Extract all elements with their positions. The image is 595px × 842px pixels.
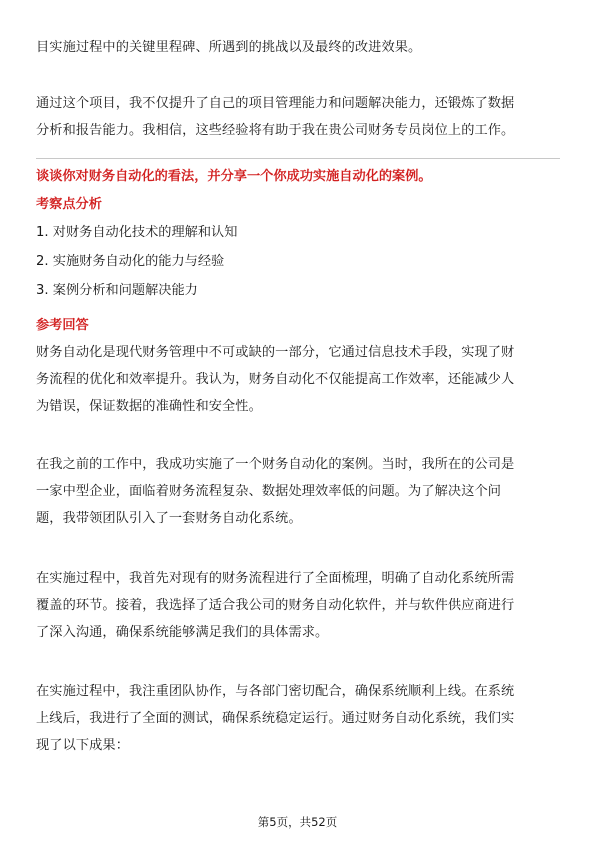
intro-paragraph: [36, 34, 564, 61]
interview-question: 谈谈你对财务自动化的看法，并分享一个你成功实施自动化的案例。: [36, 169, 432, 184]
answer-paragraph-4: [36, 678, 564, 759]
paragraph-line: 覆盖的环节。接着，我选择了适合我公司的财务自动化软件，并与软件供应商进行: [36, 598, 515, 613]
paragraph-line: 在我之前的工作中，我成功实施了一个财务自动化的案例。当时，我所在的公司是: [36, 457, 515, 472]
page-number: 第5页，共52页: [257, 815, 338, 829]
paragraph-line: 一家中型企业，面临着财务流程复杂、数据处理效率低的问题。为了解决这个问: [36, 484, 502, 499]
answer-paragraph-1: [36, 339, 564, 420]
analysis-heading: 考察点分析: [36, 197, 102, 212]
analysis-item: 3. 案例分析和问题解决能力: [36, 283, 198, 298]
section-divider: [36, 158, 560, 159]
paragraph-line: 现了以下成果：: [36, 738, 130, 753]
answer-heading: 参考回答: [36, 318, 89, 333]
paragraph-line: 务流程的优化和效率提升。我认为，财务自动化不仅能提高工作效率，还能减少人: [36, 372, 515, 387]
paragraph-line: 上线后，我进行了全面的测试，确保系统稳定运行。通过财务自动化系统，我们实: [36, 711, 515, 726]
paragraph-line: 了深入沟通，确保系统能够满足我们的具体需求。: [36, 625, 329, 640]
paragraph-line: 为错误，保证数据的准确性和安全性。: [36, 399, 262, 414]
paragraph-line: 分析和报告能力。我相信，这些经验将有助于我在贵公司财务专员岗位上的工作。: [36, 123, 515, 138]
paragraph-line: 目实施过程中的关键里程碑、所遇到的挑战以及最终的改进效果。: [36, 40, 422, 55]
answer-paragraph-3: [36, 565, 564, 646]
paragraph-line: 题，我带领团队引入了一套财务自动化系统。: [36, 511, 302, 526]
answer-paragraph-2: [36, 451, 564, 532]
paragraph-line: 在实施过程中，我注重团队协作，与各部门密切配合，确保系统顺利上线。在系统: [36, 684, 515, 699]
analysis-item: 2. 实施财务自动化的能力与经验: [36, 254, 225, 269]
conclusion-paragraph: [36, 90, 564, 144]
paragraph-line: 在实施过程中，我首先对现有的财务流程进行了全面梳理，明确了自动化系统所需: [36, 571, 515, 586]
paragraph-line: 财务自动化是现代财务管理中不可或缺的一部分，它通过信息技术手段，实现了财: [36, 345, 515, 360]
analysis-item: 1. 对财务自动化技术的理解和认知: [36, 225, 238, 240]
paragraph-line: 通过这个项目，我不仅提升了自己的项目管理能力和问题解决能力，还锻炼了数据: [36, 96, 515, 111]
